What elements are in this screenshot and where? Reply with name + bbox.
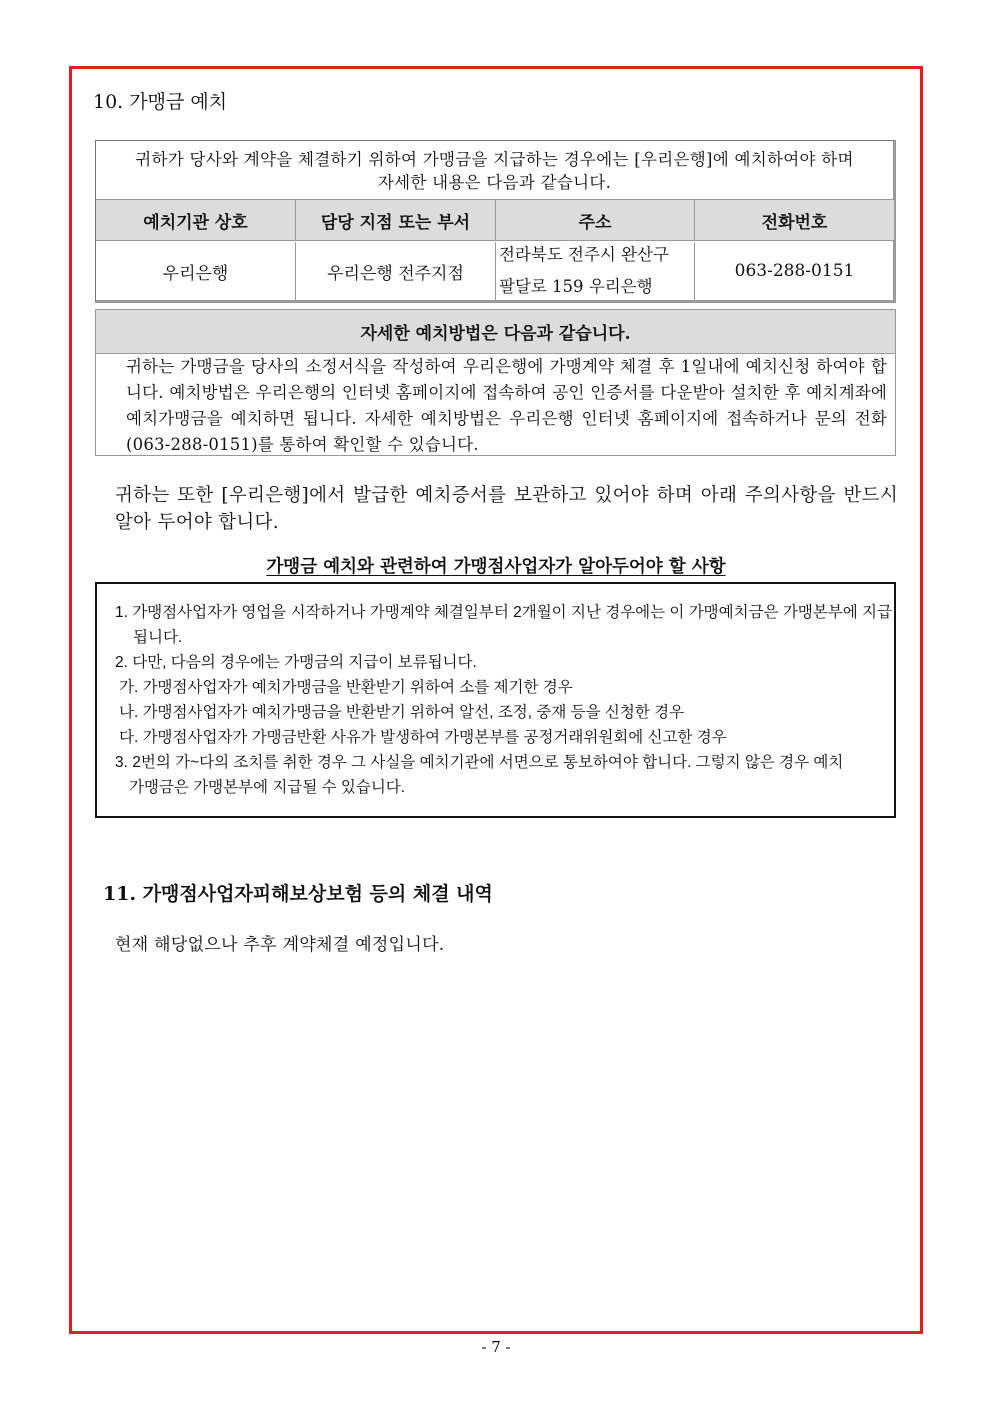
notice-line: 3. 2번의 가~다의 조치를 취한 경우 그 사실을 예치기관에 서면으로 통보하여야 합니다. 그렇지 않은 경우 예치 — [115, 754, 844, 771]
section-11-heading: 11. 가맹점사업자피해보상보험 등의 체결 내역 — [103, 883, 493, 905]
deposit-intro — [96, 141, 893, 199]
table-header-row — [96, 199, 894, 241]
cell-branch: 우리은행 전주지점 — [296, 242, 496, 300]
deposit-info-table — [95, 140, 896, 303]
notice-line: 나. 가맹점사업자가 예치가맹금을 반환받기 위하여 알선, 조정, 중재 등을 신청한 경우 — [119, 704, 685, 721]
notice-line: 됩니다. — [133, 629, 183, 646]
header-phone: 전화번호 — [761, 212, 828, 233]
cell-institution: 우리은행 — [96, 242, 296, 300]
notice-line: 2. 다만, 다음의 경우에는 가맹금의 지급이 보류됩니다. — [115, 654, 477, 671]
cell-phone: 063-288-0151 — [734, 261, 855, 281]
address-line-1: 전라북도 전주시 완산구 — [499, 245, 669, 264]
deposit-intro-line-1: 귀하가 당사와 계약을 체결하기 위하여 가맹금을 지급하는 경우에는 [우리은행]에 예치하여야 하며 — [135, 150, 854, 169]
notice-title — [0, 553, 992, 578]
section-10-heading: 10. 가맹금 예치 — [93, 91, 228, 113]
table-row — [96, 242, 894, 300]
header-address: 주소 — [496, 200, 695, 240]
deposit-method-box — [95, 309, 896, 456]
notice-line: 가맹금은 가맹본부에 지급될 수 있습니다. — [129, 779, 406, 796]
notice-box — [95, 582, 896, 818]
notice-line: 다. 가맹점사업자가 가맹금반환 사유가 발생하여 가맹본부를 공정거래위원회에 신고한 경우 — [119, 729, 727, 746]
page-number: - 7 - — [481, 1338, 511, 1356]
notice-line: 가. 가맹점사업자가 예치가맹금을 반환받기 위하여 소를 제기한 경우 — [119, 679, 573, 696]
address-line-2: 팔달로 159 우리은행 — [499, 277, 653, 296]
certificate-notice-paragraph: 귀하는 또한 [우리은행]에서 발급한 예치증서를 보관하고 있어야 하며 아래 주의사항을 반드시 알아 두어야 합니다. — [115, 485, 898, 533]
cell-address — [496, 242, 695, 300]
notice-line: 1. 가맹점사업자가 영업을 시작하거나 가맹계약 체결일부터 2개월이 지난 경우에는 이 가맹예치금은 가맹본부에 지급 — [115, 604, 892, 621]
deposit-method-heading: 자세한 예치방법은 다음과 같습니다. — [96, 310, 895, 354]
section-11-body: 현재 해당없으나 추후 계약체결 예정입니다. — [115, 935, 445, 955]
notice-title-text: 가맹금 예치와 관련하여 가맹점사업자가 알아두어야 할 사항 — [266, 557, 726, 577]
deposit-method-body: 귀하는 가맹금을 당사의 소정서식을 작성하여 우리은행에 가맹계약 체결 후 1일내에 예치신청 하여야 합니다. 예치방법은 우리은행의 인터넷 홈페이지에 접속하여 공인 인증서를 다운받아 설치한 후 예치계좌에 예치가맹금을 예치하면 됩니다. 자세한 예치방법은 우리은행 인터넷 홈페이지에 접속하거나 문의 전화(063-288-0151)를 통하여 확인할 수 있습니다. — [126, 357, 887, 454]
deposit-intro-line-2: 자세한 내용은 다음과 같습니다. — [377, 173, 612, 192]
header-institution: 예치기관 상호 — [96, 200, 296, 240]
header-branch: 담당 지점 또는 부서 — [296, 200, 496, 240]
